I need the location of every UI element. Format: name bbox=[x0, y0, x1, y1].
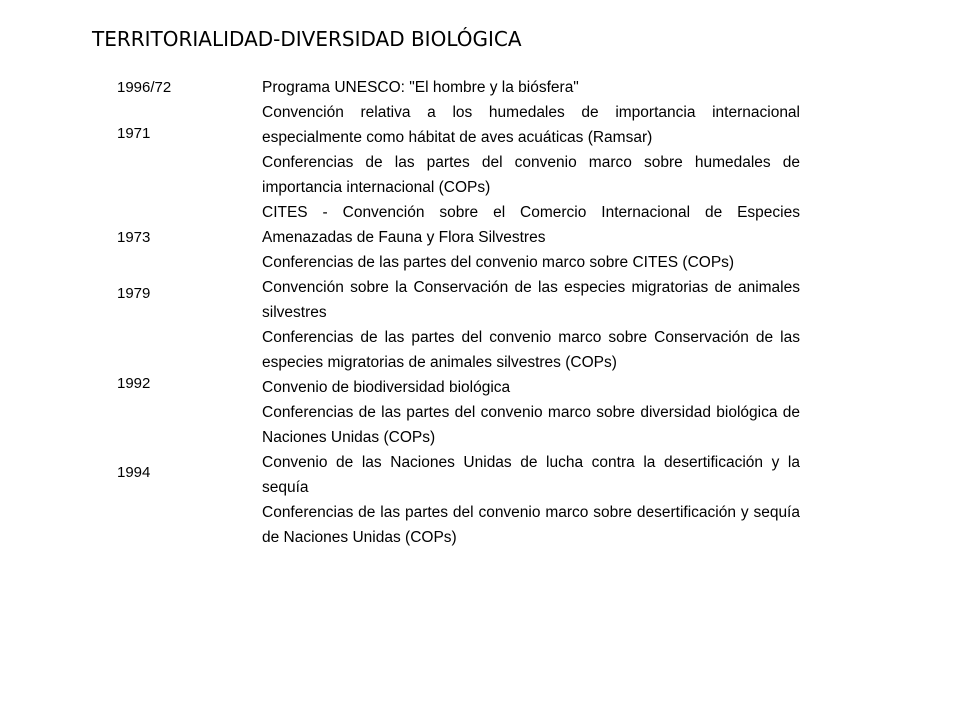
event-list bbox=[262, 75, 800, 100]
event-list bbox=[262, 450, 800, 550]
year-label: 1971 bbox=[117, 125, 151, 142]
event-item: CITES - Convención sobre el Comercio Internacional de Especies Amenazadas de Fauna y Flora Silvestres bbox=[262, 204, 800, 246]
timeline-row bbox=[110, 450, 800, 550]
event-list bbox=[262, 100, 800, 200]
event-item: Conferencias de las partes del convenio marco sobre desertificación y sequía de Naciones Unidas (COPs) bbox=[262, 504, 800, 546]
event-item: Conferencias de las partes del convenio marco sobre diversidad biológica de Naciones Unidas (COPs) bbox=[262, 404, 800, 446]
year-label: 1994 bbox=[117, 464, 151, 481]
event-list bbox=[262, 375, 800, 450]
event-item: Convenio de las Naciones Unidas de lucha contra la desertificación y la sequía bbox=[262, 454, 800, 496]
event-item: Conferencias de las partes del convenio marco sobre humedales de importancia internacional (COPs) bbox=[262, 154, 800, 196]
event-item: Conferencias de las partes del convenio marco sobre CITES (COPs) bbox=[262, 254, 735, 271]
year-label: 1979 bbox=[117, 285, 151, 302]
page-title: TERRITORIALIDAD-DIVERSIDAD BIOLÓGICA bbox=[92, 27, 522, 51]
timeline-row bbox=[110, 100, 800, 200]
year-label: 1996/72 bbox=[117, 79, 172, 96]
year-label: 1992 bbox=[117, 375, 151, 392]
timeline-row bbox=[110, 75, 800, 100]
event-item: Convenio de biodiversidad biológica bbox=[262, 379, 511, 396]
year-label: 1973 bbox=[117, 229, 151, 246]
timeline-row bbox=[110, 200, 800, 275]
event-item: Convención sobre la Conservación de las especies migratorias de animales silvestres bbox=[262, 279, 800, 321]
timeline-row bbox=[110, 375, 800, 450]
event-item: Convención relativa a los humedales de importancia internacional especialmente como hábitat de aves acuáticas (Ramsar) bbox=[262, 104, 800, 146]
timeline-table bbox=[110, 75, 800, 550]
timeline-row bbox=[110, 275, 800, 375]
event-item: Conferencias de las partes del convenio marco sobre Conservación de las especies migratorias de animales silvestres (COPs) bbox=[262, 329, 800, 371]
event-list bbox=[262, 275, 800, 375]
event-list bbox=[262, 200, 800, 275]
event-item: Programa UNESCO: "El hombre y la biósfera" bbox=[262, 79, 579, 96]
